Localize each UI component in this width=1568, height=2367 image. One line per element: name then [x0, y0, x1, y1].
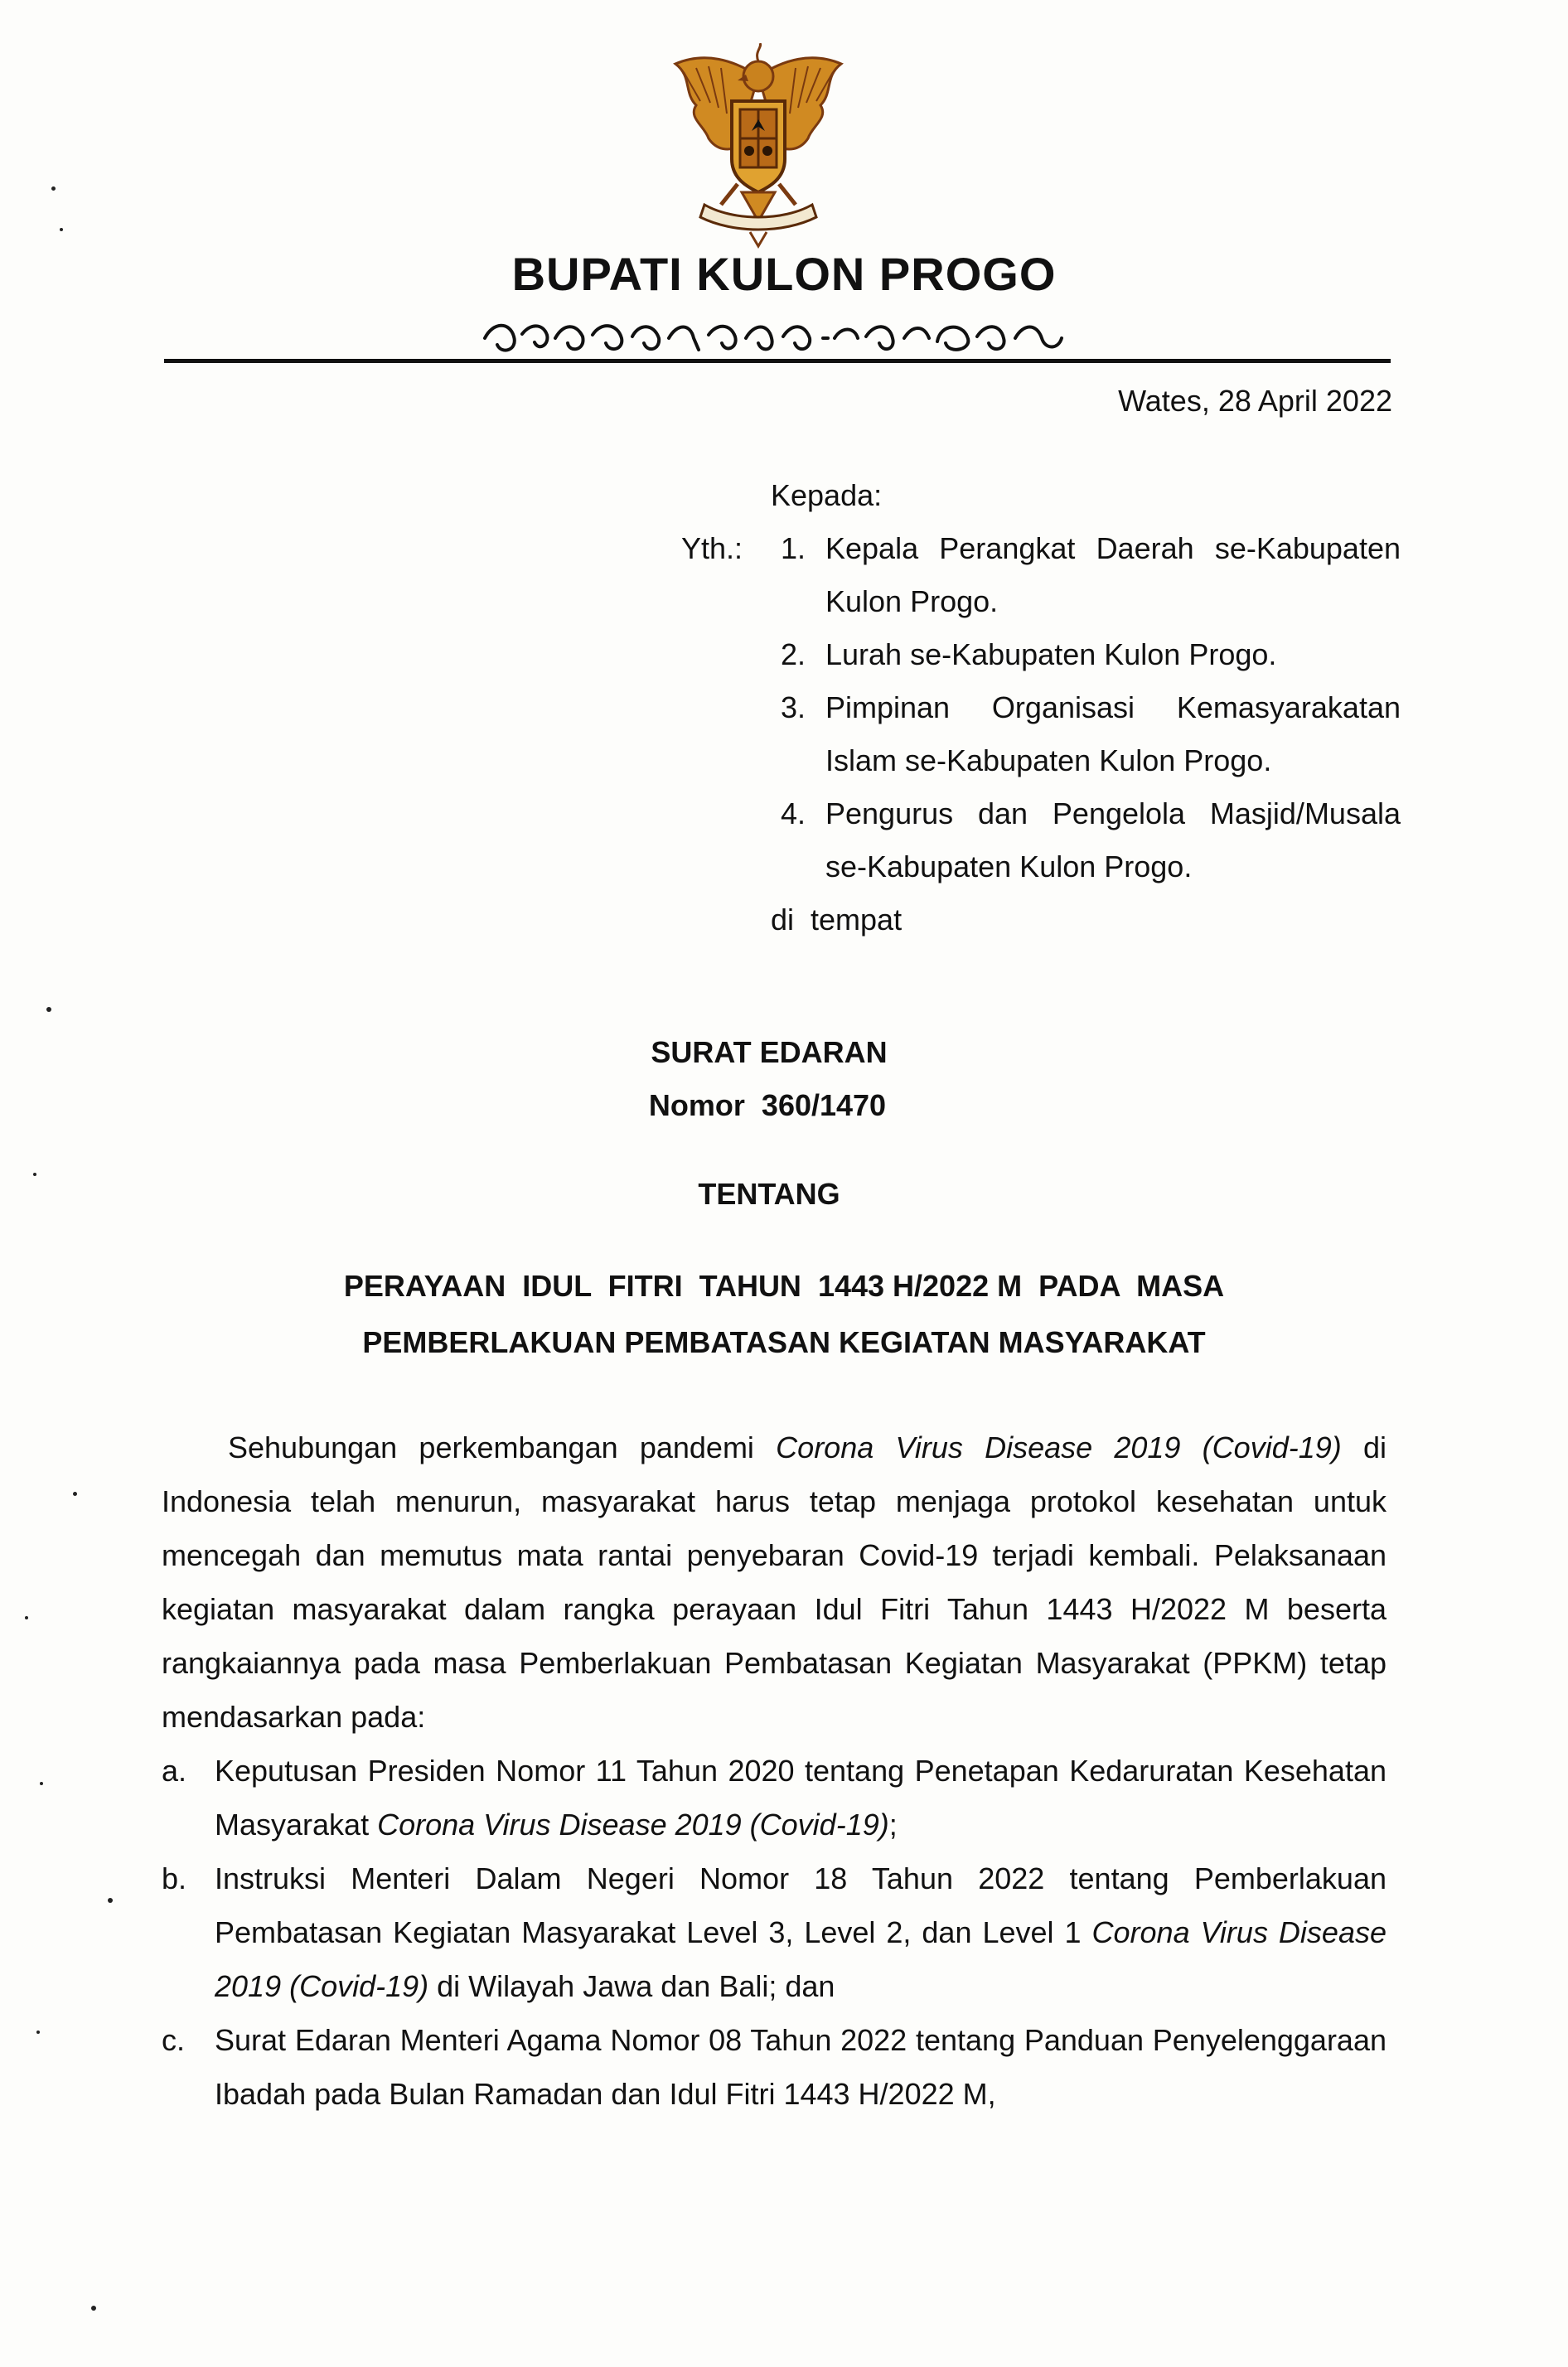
list-item: 2. Lurah se-Kabupaten Kulon Progo.	[781, 637, 1277, 671]
scan-speck	[60, 228, 63, 231]
recipient-list	[771, 522, 1401, 893]
scan-speck	[36, 2031, 40, 2034]
scan-speck	[33, 1173, 36, 1176]
recipient-text: Lurah se-Kabupaten Kulon Progo.	[825, 637, 1277, 671]
subject-line-2: PEMBERLAKUAN PEMBATASAN KEGIATAN MASYARAKAT	[362, 1325, 1206, 1359]
document-type: SURAT EDARAN	[651, 1035, 888, 1069]
header-title: BUPATI KULON PROGO	[511, 248, 1057, 300]
recipient-text: Kepala Perangkat Daerah se-Kabupaten Kulon Progo.	[825, 531, 1401, 618]
javanese-script-line	[477, 313, 1073, 360]
di-tempat-label: di tempat	[771, 903, 903, 937]
list-item: b. Instruksi Menteri Dalam Negeri Nomor 18 Tahun 2022 tentang Pemberlakuan Pembatasan Kegiatan Masyarakat Level 3, Level 2, dan Level 1 Corona Virus Disease 2019 (Covid-19) di Wilayah Jawa dan Bali; dan	[162, 1861, 1387, 2003]
yth-label: Yth.:	[681, 531, 743, 565]
addressee-label: Kepada:	[771, 478, 883, 512]
list-item: 1. Kepala Perangkat Daerah se-Kabupaten Kulon Progo.	[781, 531, 1401, 618]
subject-line-1: PERAYAAN IDUL FITRI TAHUN 1443 H/2022 M PADA MASA	[343, 1269, 1225, 1303]
document-number: Nomor 360/1470	[648, 1088, 887, 1122]
scan-speck	[51, 186, 56, 191]
list-item: a. Keputusan Presiden Nomor 11 Tahun 2020 tentang Penetapan Kedaruratan Kesehatan Masyarakat Corona Virus Disease 2019 (Covid-19);	[162, 1754, 1387, 1842]
header-divider	[164, 359, 1391, 363]
tentang-heading: TENTANG	[698, 1177, 840, 1211]
letter-date: Wates, 28 April 2022	[1118, 384, 1392, 418]
scan-speck	[25, 1616, 28, 1619]
list-item: 3. Pimpinan Organisasi Kemasyarakatan Islam se-Kabupaten Kulon Progo.	[781, 690, 1401, 777]
recipient-text: Pengurus dan Pengelola Masjid/Musala se-Kabupaten Kulon Progo.	[825, 796, 1401, 883]
scan-speck	[108, 1898, 113, 1903]
garuda-emblem-icon	[659, 43, 858, 250]
body-paragraph: Sehubungan perkembangan pandemi Corona Virus Disease 2019 (Covid-19) di Indonesia telah menurun, masyarakat harus tetap menjaga protokol kesehatan untuk mencegah dan memutus mata rantai penyebaran Covid-19 terjadi kembali. Pelaksanaan kegiatan masyarakat dalam rangka perayaan Idul Fitri Tahun 1443 H/2022 M beserta rangkaiannya pada masa Pemberlakuan Pembatasan Kegiatan Masyarakat (PPKM) tetap mendasarkan pada:	[162, 1430, 1387, 1734]
document-subject	[0, 1258, 1568, 1371]
recipient-text: Pimpinan Organisasi Kemasyarakatan Islam se-Kabupaten Kulon Progo.	[825, 690, 1401, 777]
scan-speck	[40, 1782, 43, 1785]
basis-list	[162, 1744, 1387, 2121]
scan-speck	[91, 2306, 96, 2311]
list-item: 4. Pengurus dan Pengelola Masjid/Musala se-Kabupaten Kulon Progo.	[781, 796, 1401, 883]
scan-speck	[73, 1492, 77, 1496]
list-item: c. Surat Edaran Menteri Agama Nomor 08 Tahun 2022 tentang Panduan Penyelenggaraan Ibadah pada Bulan Ramadan dan Idul Fitri 1443 H/2022 M,	[162, 2023, 1387, 2111]
scan-speck	[46, 1007, 51, 1012]
